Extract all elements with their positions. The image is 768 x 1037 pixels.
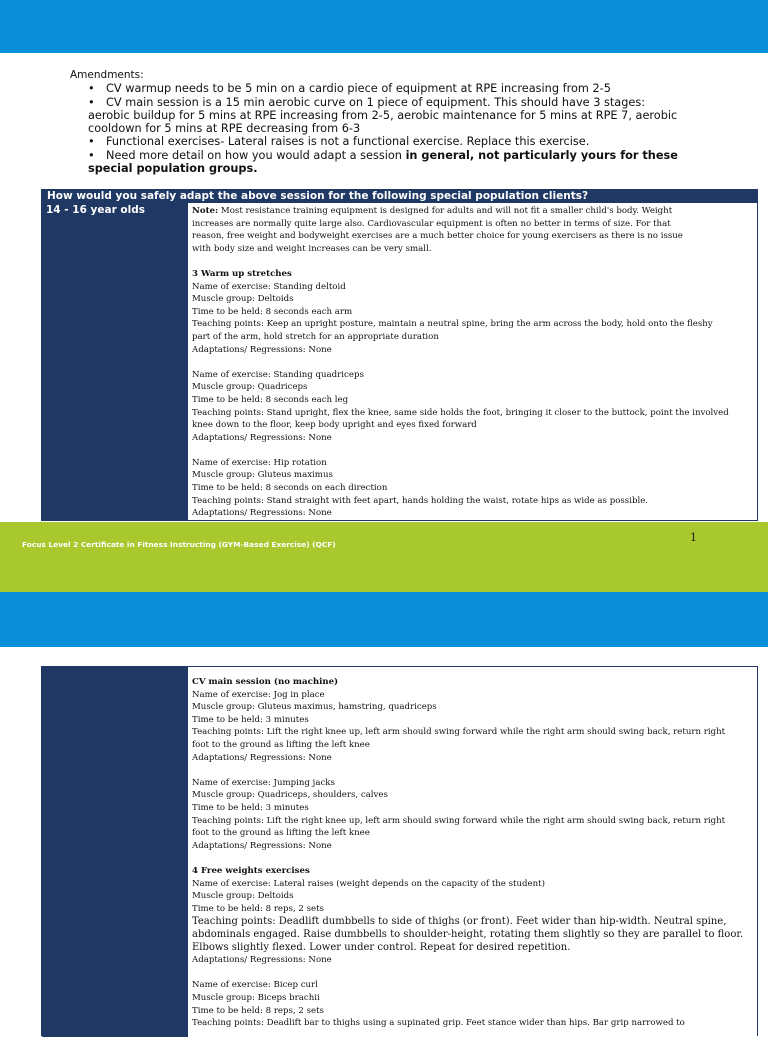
exercise-line: foot to the ground as lifting the left knee [192, 739, 370, 750]
exercise-line: Teaching points: Lift the right knee up, left arm should swing forward while the right arm should swing back, return right [192, 815, 726, 826]
exercise-block [192, 369, 753, 445]
exercise-line: Time to be held: 8 seconds each leg [192, 394, 349, 405]
exercise-line: Name of exercise: Bicep curl [192, 980, 318, 991]
exercise-line: Muscle group: Quadriceps [192, 382, 308, 393]
exercise-line: Adaptations/ Regressions: None [192, 432, 332, 443]
amendment-text: Need more detail on how you would adapt a session [106, 148, 406, 162]
bullet-icon: • [88, 148, 95, 162]
exercise-line: Teaching points: Lift the right knee up, left arm should swing forward while the right arm should swing back, return right [192, 727, 726, 738]
exercise-line: foot to the ground as lifting the left knee [192, 828, 370, 839]
exercise-line: Teaching points: Deadlift bar to thighs using a supinated grip. Feet stance wider than hips. Bar grip narrowed to [192, 1018, 685, 1029]
exercise-line: Name of exercise: Jumping jacks [192, 777, 335, 788]
amendment-emphasis: in general, not particularly yours for these [405, 148, 678, 162]
special-population-table-continued [41, 666, 758, 1036]
amendment-item [70, 135, 710, 148]
exercise-line: Elbows slightly flexed. Lower under control. Repeat for desired repetition. [192, 942, 571, 954]
amendments-list [70, 82, 710, 175]
amendment-text: CV main session is a 15 min aerobic curve on 1 piece of equipment. This should have 3 stages: [106, 95, 646, 109]
exercise-block [192, 979, 753, 1029]
exercise-line: Adaptations/ Regressions: None [192, 508, 332, 519]
note-text: Most resistance training equipment is designed for adults and will not fit a smaller child's body. Weight [218, 206, 673, 216]
population-group-cell: 14 - 16 year olds [42, 203, 187, 520]
note-label: Note: [192, 206, 219, 216]
table-row [42, 667, 757, 1037]
exercise-line: Time to be held: 8 reps, 2 sets [192, 903, 324, 914]
exercise-line: knee down to the floor, keep body upright and eyes fixed forward [192, 420, 477, 431]
exercise-line: Time to be held: 3 minutes [192, 802, 309, 813]
bullet-icon: • [88, 135, 95, 149]
exercise-line: Time to be held: 8 seconds each arm [192, 306, 353, 317]
table-row [42, 203, 757, 520]
footer-course-title: Focus Level 2 Certificate in Fitness Instructing (GYM-Based Exercise) (QCF) [22, 540, 336, 549]
section-title: 3 Warm up stretches [192, 268, 292, 279]
exercise-block [192, 281, 753, 357]
exercise-block [192, 689, 753, 765]
amendment-text: cooldown for 5 mins at RPE decreasing from 6-3 [88, 122, 361, 136]
exercise-line: Adaptations/ Regressions: None [192, 955, 332, 966]
note-paragraph [192, 205, 753, 255]
amendment-item [70, 82, 710, 95]
exercise-line: Time to be held: 8 seconds on each direction [192, 483, 388, 494]
adaptation-cell [187, 667, 757, 1037]
note-text: with body size and weight increases can be very small. [192, 243, 432, 254]
amendments-title: Amendments: [70, 69, 144, 81]
note-text: increases are normally quite large also. Cardiovascular equipment is often no better in terms of size. For that [192, 218, 671, 229]
exercise-line: Teaching points: Stand upright, flex the knee, same side holds the foot, bringing it closer to the buttock, point the involved [192, 407, 729, 418]
page1-header-band [0, 0, 768, 53]
section-title: 4 Free weights exercises [192, 865, 310, 876]
exercise-block [192, 777, 753, 853]
bullet-icon: • [88, 95, 95, 109]
page2-header-band [0, 592, 768, 647]
exercise-line: part of the arm, hold stretch for an appropriate duration [192, 331, 439, 342]
exercise-line: Time to be held: 8 reps, 2 sets [192, 1005, 324, 1016]
population-group-cell [42, 667, 187, 1037]
exercise-line: Name of exercise: Jog in place [192, 689, 325, 700]
amendment-text: Functional exercises- Lateral raises is not a functional exercise. Replace this exercise. [106, 135, 590, 149]
amendment-text: CV warmup needs to be 5 min on a cardio piece of equipment at RPE increasing from 2-5 [106, 82, 611, 96]
special-population-table [41, 189, 758, 521]
exercise-line: Muscle group: Quadriceps, shoulders, calves [192, 790, 388, 801]
exercise-line: Muscle group: Biceps brachii [192, 993, 320, 1004]
exercise-line: Adaptations/ Regressions: None [192, 840, 332, 851]
exercise-line: Name of exercise: Hip rotation [192, 457, 327, 468]
note-text: reason, free weight and bodyweight exercises are a much better choice for young exercisers as there is no issue [192, 231, 683, 242]
exercise-line: Teaching points: Deadlift dumbbells to side of thighs (or front). Feet wider than hip-width. Neutral spine, [192, 916, 727, 928]
exercise-block [192, 457, 753, 520]
exercise-line: Name of exercise: Standing deltoid [192, 281, 346, 292]
exercise-line: Muscle group: Gluteus maximus, hamstring, quadriceps [192, 702, 437, 713]
amendment-item [70, 149, 710, 176]
exercise-line: Muscle group: Deltoids [192, 294, 294, 305]
exercise-line: Teaching points: Stand straight with feet apart, hands holding the waist, rotate hips as wide as possible. [192, 495, 649, 506]
exercise-line: Adaptations/ Regressions: None [192, 344, 332, 355]
exercise-line: Adaptations/ Regressions: None [192, 752, 332, 763]
exercise-line: Muscle group: Deltoids [192, 891, 294, 902]
table-header: How would you safely adapt the above session for the following special population clients? [42, 190, 757, 203]
exercise-block [192, 878, 753, 967]
amendment-item [70, 96, 710, 136]
exercise-line: Teaching points: Keep an upright posture, maintain a neutral spine, bring the arm across the body, hold onto the fleshy [192, 319, 713, 330]
exercise-line: Name of exercise: Lateral raises (weight depends on the capacity of the student) [192, 878, 545, 889]
amendment-emphasis: special population groups. [88, 162, 258, 176]
section-title: CV main session (no machine) [192, 677, 339, 687]
exercise-line: Muscle group: Gluteus maximus [192, 470, 333, 481]
exercise-line: Name of exercise: Standing quadriceps [192, 369, 364, 380]
adaptation-cell [187, 203, 757, 520]
page-number: 1 [690, 531, 697, 544]
amendment-text: aerobic buildup for 5 mins at RPE increasing from 2-5, aerobic maintenance for 5 mins at RPE 7, aerobic [88, 108, 678, 122]
amendments-block [70, 69, 710, 175]
page1-footer-band [0, 522, 768, 592]
exercise-line: abdominals engaged. Raise dumbbells to shoulder-height, rotating them slightly so they are parallel to floor. [192, 929, 744, 941]
exercise-line: Time to be held: 3 minutes [192, 714, 309, 725]
bullet-icon: • [88, 82, 95, 96]
